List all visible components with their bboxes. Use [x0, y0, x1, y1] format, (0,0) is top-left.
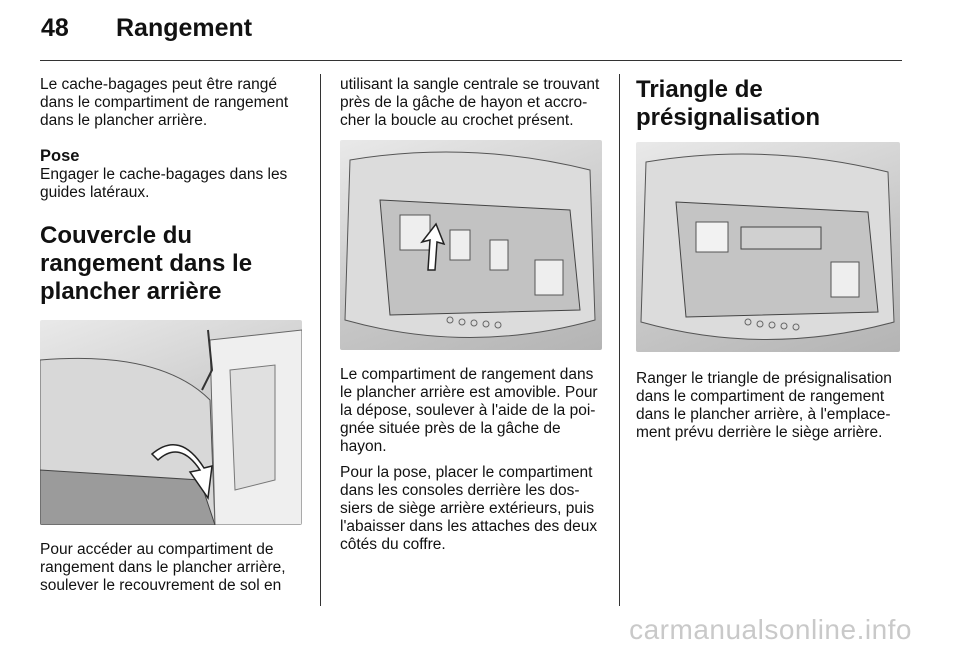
warning-triangle-text: Ranger le triangle de présignalisation dans le compartiment de rangement dans le plancher arrière, à l'emplace-ment prévu derrière le siège arrière. — [636, 370, 892, 441]
column-divider-1 — [320, 74, 321, 606]
compartment-removal-text: Le compartiment de rangement dans le plancher arrière est amovible. Pour la dépose, soulever à l'aide de la poi-gnée située près de la gâche de hayon. — [340, 366, 598, 455]
page-title: Rangement — [116, 14, 253, 42]
pose-heading: Pose — [40, 147, 80, 165]
pose-text: Engager le cache-bagages dans les guides latéraux. — [40, 166, 288, 201]
warning-triangle-illustration — [636, 142, 900, 352]
column-3 — [636, 76, 900, 450]
storage-compartment-illustration — [340, 140, 602, 350]
floor-cover-illustration — [40, 320, 302, 525]
header-rule — [40, 60, 902, 61]
page-number: 48 — [41, 14, 69, 42]
compartment-install-text: Pour la pose, placer le compartiment dans les consoles derrière les dos-siers de siège arrière extérieurs, puis l'abaisser dans les attaches des deux côtés du coffre. — [340, 464, 598, 553]
watermark: carmanualsonline.info — [629, 614, 912, 645]
column-2 — [340, 76, 602, 562]
column-divider-2 — [619, 74, 620, 606]
cover-intro-text: Le cache-bagages peut être rangé dans le compartiment de rangement dans le plancher arrière. — [40, 76, 289, 129]
section-heading-warning-triangle: Triangle de présignalisation — [636, 76, 821, 131]
section-heading-floor-cover: Couvercle du rangement dans le plancher arrière — [40, 222, 253, 305]
strap-instruction-text: utilisant la sangle centrale se trouvant près de la gâche de hayon et accro-cher la boucle au crochet présent. — [340, 76, 600, 129]
floor-cover-lift-text: Pour accéder au compartiment de rangement dans le plancher arrière, soulever le recouvrement de sol en — [40, 541, 286, 594]
column-1 — [40, 76, 302, 603]
